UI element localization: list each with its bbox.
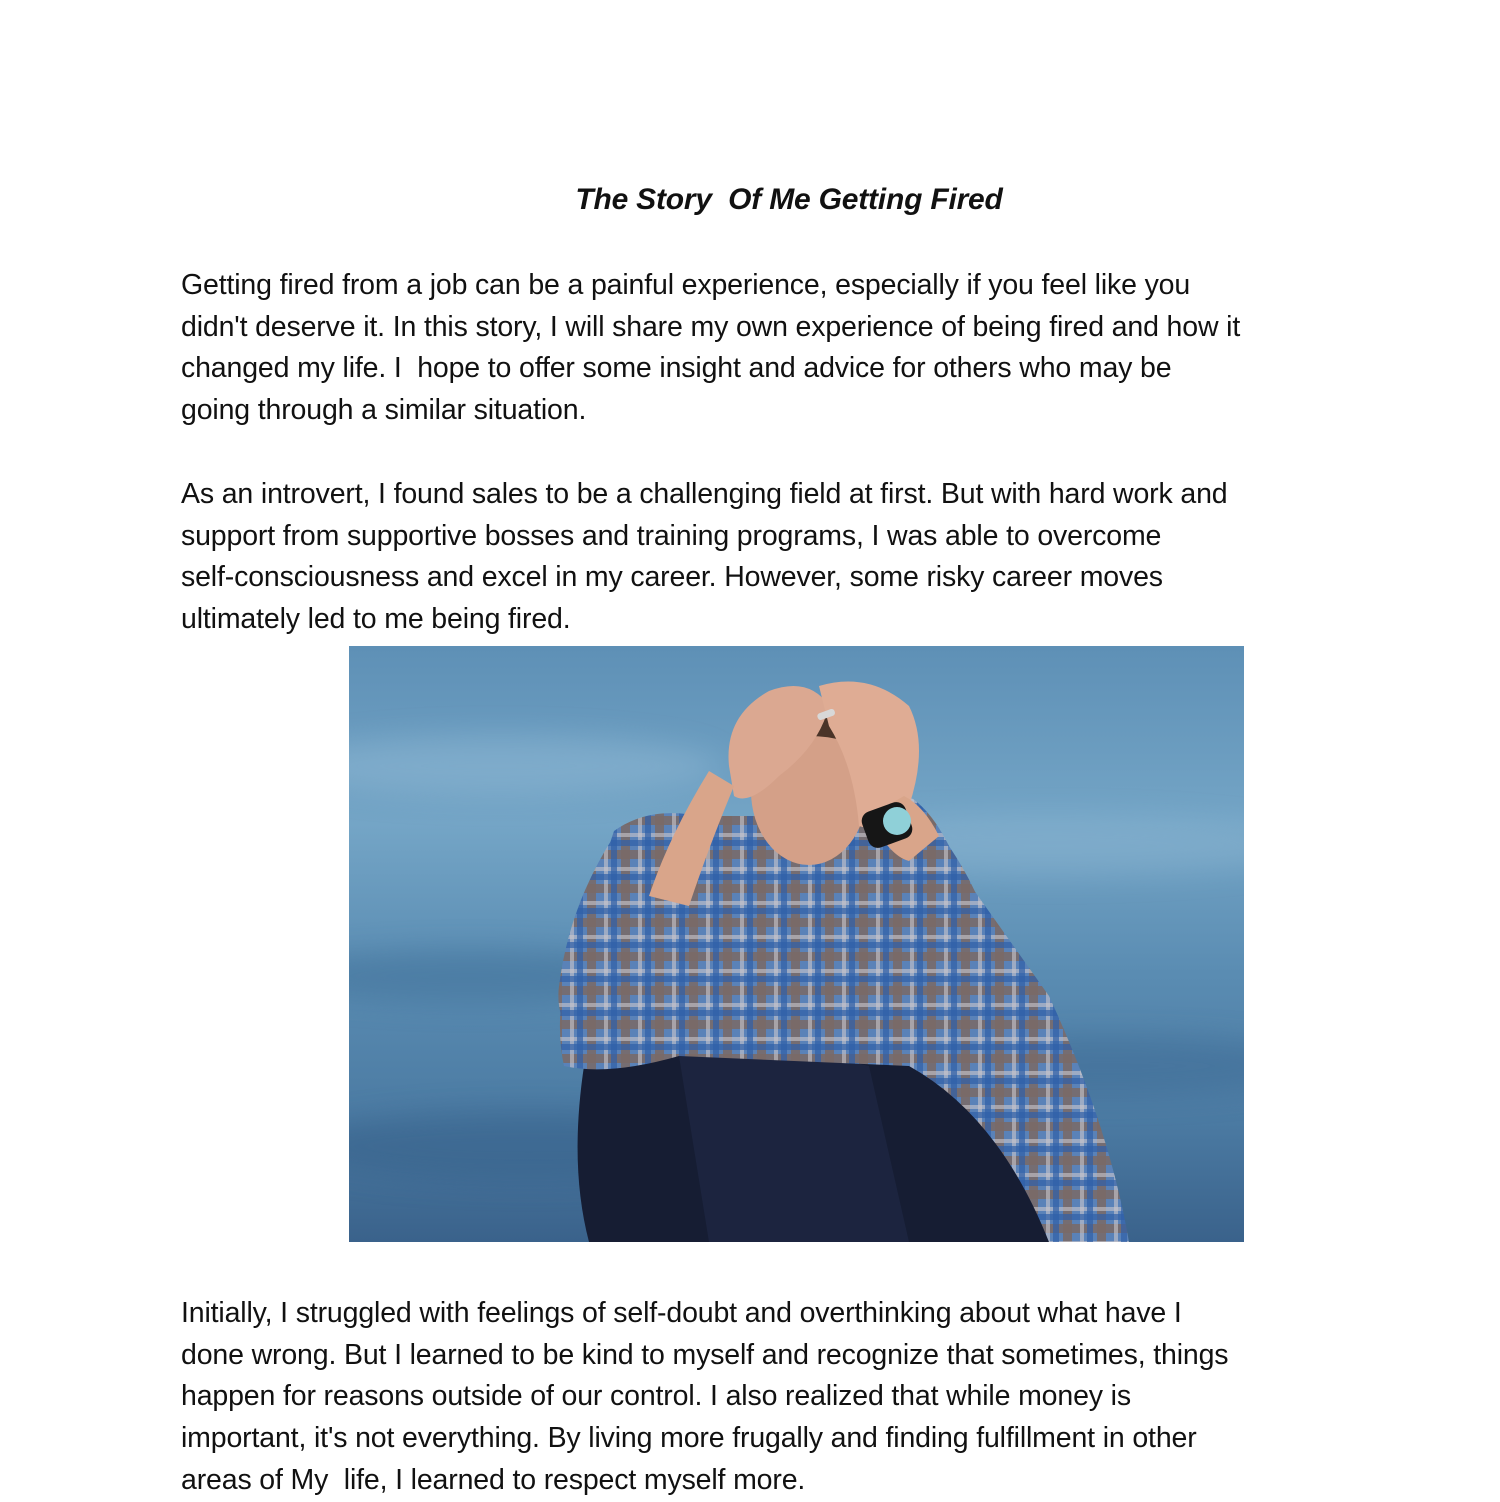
text-line: done wrong. But I learned to be kind to myself and recognize that sometimes, things	[181, 1338, 1229, 1371]
text-line: self-consciousness and excel in my career. However, some risky career moves	[181, 561, 1163, 594]
photo-illustration	[349, 646, 1244, 1242]
document-title: The Story Of Me Getting Fired	[575, 183, 1003, 216]
text-line: Initially, I struggled with feelings of self-doubt and overthinking about what have I	[181, 1297, 1182, 1329]
text-line: areas of My life, I learned to respect myself more.	[181, 1463, 806, 1496]
text-line: changed my life. I hope to offer some insight and advice for others who may be	[181, 352, 1172, 385]
text-line: Getting fired from a job can be a painful experience, especially if you feel like you	[181, 269, 1191, 301]
paragraph-career	[181, 474, 1331, 641]
text-line: ultimately led to me being fired.	[181, 603, 571, 636]
text-line: happen for reasons outside of our control. I also realized that while money is	[181, 1380, 1131, 1413]
text-line: support from supportive bosses and training programs, I was able to overcome	[181, 519, 1162, 552]
text-line: didn't deserve it. In this story, I will share my own experience of being fired and how it	[181, 310, 1241, 343]
distressed-man-photo	[349, 646, 1244, 1242]
text-line: important, it's not everything. By living more frugally and finding fulfillment in other	[181, 1422, 1197, 1455]
text-line: As an introvert, I found sales to be a challenging field at first. But with hard work and	[181, 478, 1228, 510]
paragraph-reflection	[181, 1293, 1331, 1502]
text-line: going through a similar situation.	[181, 394, 587, 427]
paragraph-intro	[181, 265, 1331, 432]
